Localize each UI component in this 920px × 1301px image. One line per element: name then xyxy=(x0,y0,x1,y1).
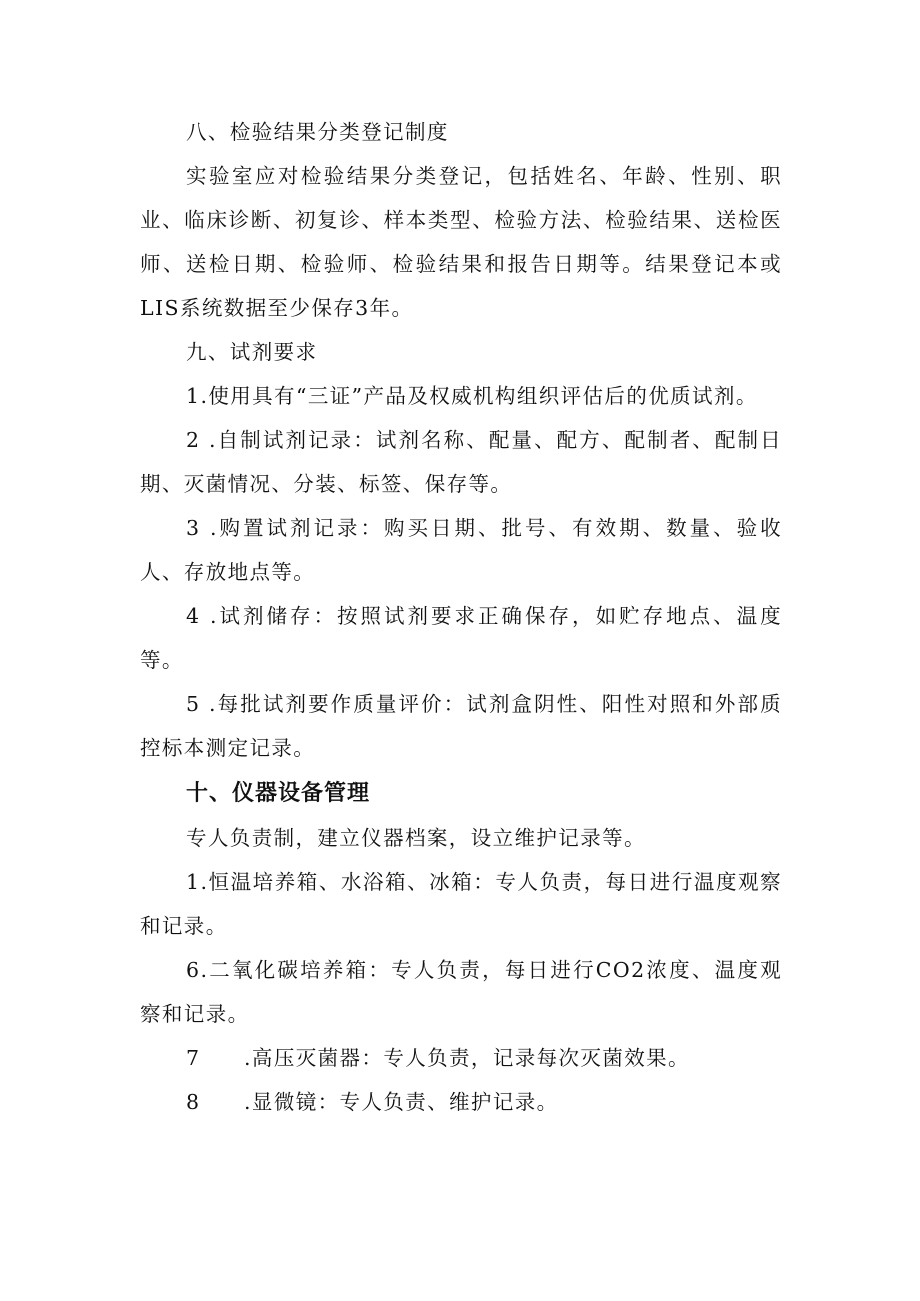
section-9-title: 九、试剂要求 xyxy=(186,340,318,364)
section-9-item-2: 2 .自制试剂记录：试剂名称、配量、配方、配制者、配制日期、灭菌情况、分装、标签、保存等。 xyxy=(140,428,782,496)
item-7-text: .高压灭菌器：专人负责，记录每次灭菌效果。 xyxy=(244,1046,690,1070)
section-8-title: 八、检验结果分类登记制度 xyxy=(186,120,449,144)
section-9-item-5: 5 .每批试剂要作质量评价：试剂盒阴性、阳性对照和外部质控标本测定记录。 xyxy=(140,692,782,760)
section-9-item-1: 1.使用具有“三证”产品及权威机构组织评估后的优质试剂。 xyxy=(186,384,758,408)
section-10-item-1: 1.恒温培养箱、水浴箱、冰箱：专人负责，每日进行温度观察和记录。 xyxy=(140,870,782,938)
section-8-body: 实验室应对检验结果分类登记，包括姓名、年龄、性别、职业、临床诊断、初复诊、样本类型、检验方法、检验结果、送检医师、送检日期、检验师、检验结果和报告日期等。结果登记本或LIS系统数据至少保存3年。 xyxy=(140,164,782,320)
section-10-item-8 xyxy=(186,1080,559,1124)
section-9-item-4: 4 .试剂储存：按照试剂要求正确保存，如贮存地点、温度等。 xyxy=(140,604,782,672)
section-10-body: 专人负责制，建立仪器档案，设立维护记录等。 xyxy=(186,826,646,850)
item-8-text: .显微镜：专人负责、维护记录。 xyxy=(244,1090,559,1114)
section-10-title: 十、仪器设备管理 xyxy=(186,781,371,806)
item-8-number: 8 xyxy=(186,1090,201,1114)
item-7-number: 7 xyxy=(186,1046,201,1070)
section-10-item-6: 6.二氧化碳培养箱：专人负责，每日进行CO2浓度、温度观察和记录。 xyxy=(140,958,782,1026)
section-9-item-3: 3 .购置试剂记录：购买日期、批号、有效期、数量、验收人、存放地点等。 xyxy=(140,516,782,584)
section-10-item-7 xyxy=(186,1036,690,1080)
